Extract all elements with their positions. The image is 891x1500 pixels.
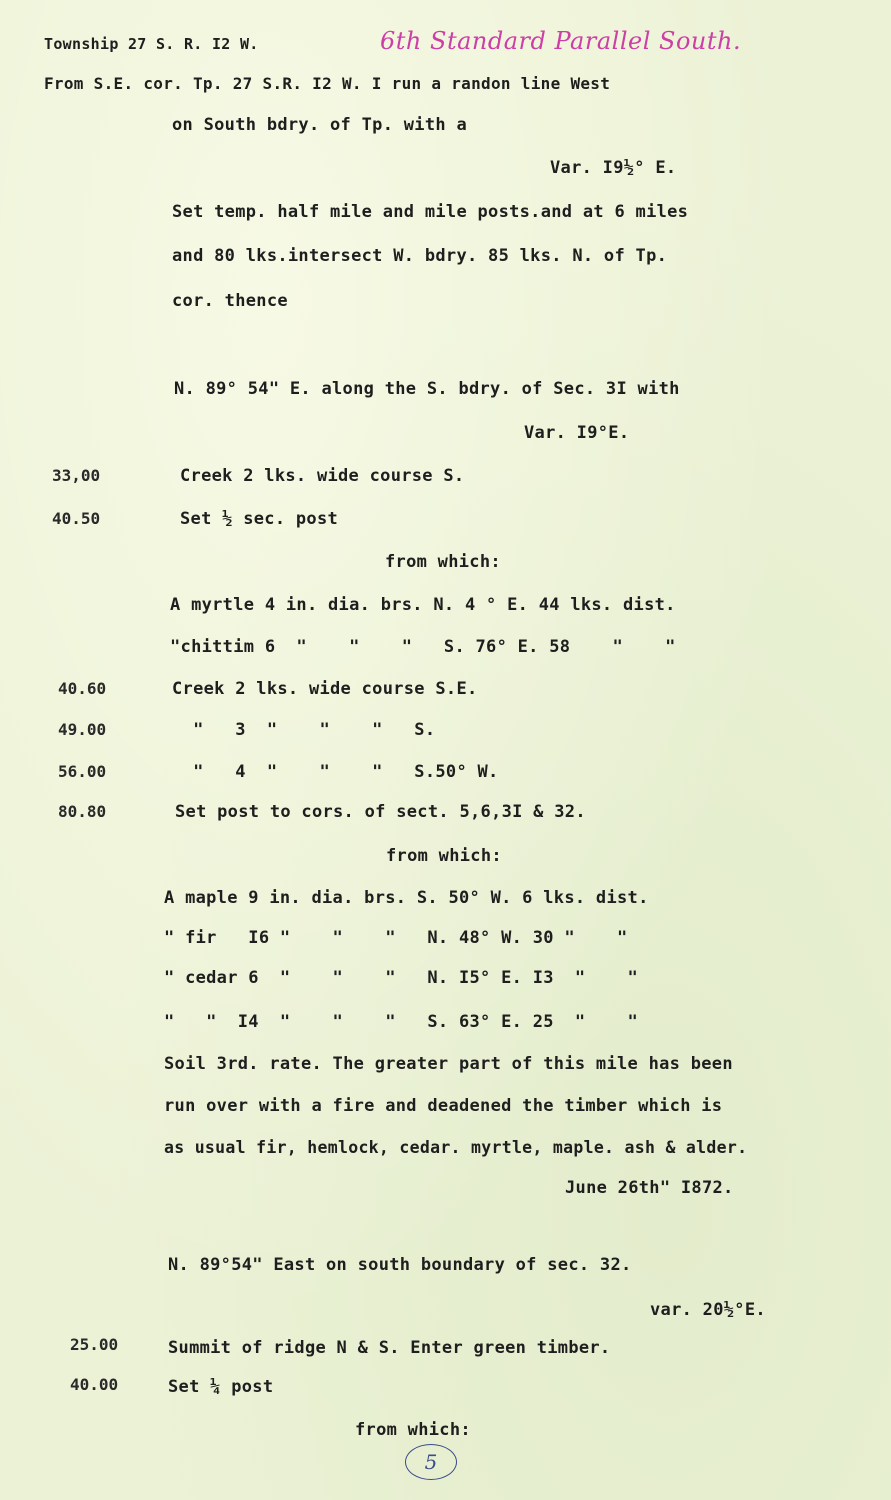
text-line: on South bdry. of Tp. with a [172, 115, 467, 135]
text-line: From S.E. cor. Tp. 27 S.R. I2 W. I run a randon line West [44, 74, 611, 93]
bearing-tree-line: " cedar 6 " " " N. I5° E. I3 " " [164, 968, 639, 988]
text-line: Set post to cors. of sect. 5,6,3I & 32. [175, 802, 586, 822]
variation-line: Var. I9°E. [524, 423, 630, 443]
from-which-label: from which: [386, 846, 502, 866]
bearing-line: N. 89°54" East on south boundary of sec. 32. [168, 1255, 632, 1275]
station-distance: 56.00 [58, 762, 107, 781]
bearing-tree-line: "chittim 6 " " " S. 76° E. 58 " " [170, 637, 676, 657]
handwritten-annotation: 6th Standard Parallel South. [380, 27, 742, 55]
date-line: June 26th" I872. [565, 1178, 734, 1198]
variation-line: var. 20½°E. [650, 1300, 766, 1320]
station-distance: 80.80 [58, 802, 107, 821]
text-line: Creek 2 lks. wide course S.E. [172, 679, 478, 699]
bearing-tree-line: " " I4 " " " S. 63° E. 25 " " [164, 1012, 639, 1032]
bearing-tree-line: " fir I6 " " " N. 48° W. 30 " " [164, 928, 628, 948]
station-distance: 33,00 [52, 466, 101, 485]
text-line: cor. thence [172, 291, 288, 311]
bearing-line: N. 89° 54" E. along the S. bdry. of Sec. 3I with [174, 379, 680, 399]
text-line: " 3 " " " S. [172, 720, 436, 740]
station-distance: 40.50 [52, 509, 101, 528]
page-number: 5 [405, 1444, 457, 1480]
station-distance: 25.00 [70, 1335, 119, 1354]
text-line: run over with a fire and deadened the timber which is [164, 1096, 723, 1116]
from-which-label: from which: [385, 552, 501, 572]
text-line: and 80 lks.intersect W. bdry. 85 lks. N. of Tp. [172, 246, 668, 266]
township-heading: Township 27 S. R. I2 W. [44, 35, 259, 53]
station-distance: 40.60 [58, 679, 107, 698]
text-line: " 4 " " " S.50° W. [172, 762, 499, 782]
station-distance: 40.00 [70, 1375, 119, 1394]
text-line: Soil 3rd. rate. The greater part of this mile has been [164, 1054, 733, 1074]
bearing-tree-line: A myrtle 4 in. dia. brs. N. 4 ° E. 44 lks. dist. [170, 595, 676, 615]
text-line: Summit of ridge N & S. Enter green timber. [168, 1338, 611, 1358]
text-line: as usual fir, hemlock, cedar. myrtle, maple. ash & alder. [164, 1138, 748, 1157]
text-line: Creek 2 lks. wide course S. [180, 466, 465, 486]
bearing-tree-line: A maple 9 in. dia. brs. S. 50° W. 6 lks. dist. [164, 888, 649, 908]
variation-line: Var. I9½° E. [550, 158, 677, 178]
station-distance: 49.00 [58, 720, 107, 739]
text-line: Set temp. half mile and mile posts.and at 6 miles [172, 202, 689, 222]
text-line: Set ½ sec. post [180, 509, 339, 529]
from-which-label: from which: [355, 1420, 471, 1440]
text-line: Set ¼ post [168, 1377, 274, 1397]
